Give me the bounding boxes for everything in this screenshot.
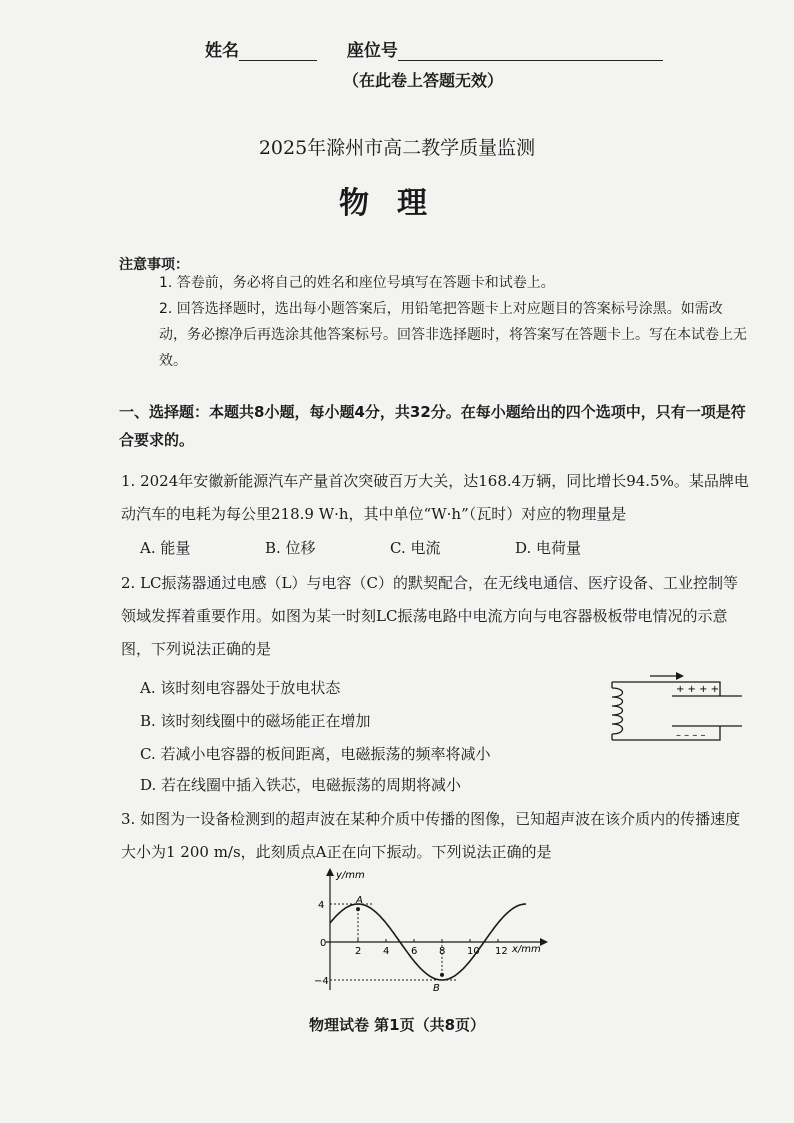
subject-title: 物理 xyxy=(339,186,455,221)
q1-option-c: C. 电流 xyxy=(390,539,441,557)
x-tick-label: 10 xyxy=(467,946,480,957)
current-arrow-icon xyxy=(676,672,684,680)
q1-option-d: D. 电荷量 xyxy=(515,539,582,557)
exam-title: 2025年滁州市高二教学质量监测 xyxy=(258,137,536,159)
notice-item-1: 1. 答卷前，务必将自己的姓名和座位号填写在答题卡和试卷上。 xyxy=(159,275,555,291)
seat-label: 座位号 xyxy=(346,41,398,61)
x-tick-label: 6 xyxy=(411,946,418,957)
x-tick-label: 8 xyxy=(439,946,446,957)
q1-option-a: A. 能量 xyxy=(140,539,191,557)
origin-label: 0 xyxy=(320,938,327,949)
point-a xyxy=(356,907,360,911)
notice-item-2: 2. 回答选择题时，选出每小题答案后，用铅笔把答题卡上对应题目的答案标号涂黑。如需改动，务必擦净后再选涂其他答案标号。回答非选择题时，将答案写在答题卡上。写在本试卷上无效。 xyxy=(159,301,747,369)
section-heading: 一、选择题：本题共8小题，每小题4分，共32分。在每小题给出的四个选项中，只有一项是符合要求的。 xyxy=(119,403,746,449)
point-label: B xyxy=(433,982,440,994)
y-tick-label: −4 xyxy=(314,976,329,987)
x-tick-label: 2 xyxy=(355,946,362,957)
notice-heading: 注意事项： xyxy=(119,257,189,273)
x-axis-label: x/mm xyxy=(512,944,541,955)
top-plate-charges: + + + + xyxy=(676,684,720,695)
name-blank xyxy=(239,60,317,61)
page-footer: 物理试卷 第1页（共8页） xyxy=(308,1016,486,1034)
question-2-stem: 2. LC振荡器通过电感（L）与电容（C）的默契配合，在无线电通信、医疗设备、工业控制等领域发挥着重要作用。如图为某一时刻LC振荡电路中电流方向与电容器极板带电情况的示意图，下列说法正确的是 xyxy=(121,574,738,658)
bottom-plate-charges: – – – – xyxy=(676,730,706,741)
q2-option-d: D. 若在线圈中插入铁芯，电磁振荡的周期将减小 xyxy=(140,776,462,794)
question-1-options xyxy=(140,537,740,558)
name-seat-row xyxy=(205,36,663,61)
y-tick-label: 4 xyxy=(318,900,325,911)
seat-blank xyxy=(398,60,663,61)
inductor-coil-icon xyxy=(612,688,623,734)
name-label: 姓名 xyxy=(205,41,239,61)
x-axis-arrow-icon xyxy=(540,938,548,946)
q2-option-c: C. 若减小电容器的板间距离，电磁振荡的频率将减小 xyxy=(140,745,491,763)
q1-option-b: B. 位移 xyxy=(265,539,316,557)
lc-circuit-figure xyxy=(592,668,752,754)
question-1-stem: 1. 2024年安徽新能源汽车产量首次突破百万大关，达168.4万辆，同比增长94.5%。某品牌电动汽车的电耗为每公里218.9 W·h，其中单位“W·h”（瓦时）对应的物理量是 xyxy=(121,472,749,523)
y-axis-label: y/mm xyxy=(336,870,365,881)
x-tick-label: 12 xyxy=(495,946,508,957)
x-tick-label: 4 xyxy=(383,946,390,957)
q2-option-b: B. 该时刻线圈中的磁场能正在增加 xyxy=(140,712,371,730)
question-3-stem: 3. 如图为一设备检测到的超声波在某种介质中传播的图像，已知超声波在该介质内的传播速度大小为1 200 m/s，此刻质点A正在向下振动。下列说法正确的是 xyxy=(121,810,741,861)
invalid-note: （在此卷上答题无效） xyxy=(343,71,504,90)
wave-chart xyxy=(300,866,560,996)
y-axis-arrow-icon xyxy=(326,868,334,876)
q2-option-a: A. 该时刻电容器处于放电状态 xyxy=(140,679,341,697)
point-label: A xyxy=(356,895,363,907)
point-b xyxy=(440,973,444,977)
